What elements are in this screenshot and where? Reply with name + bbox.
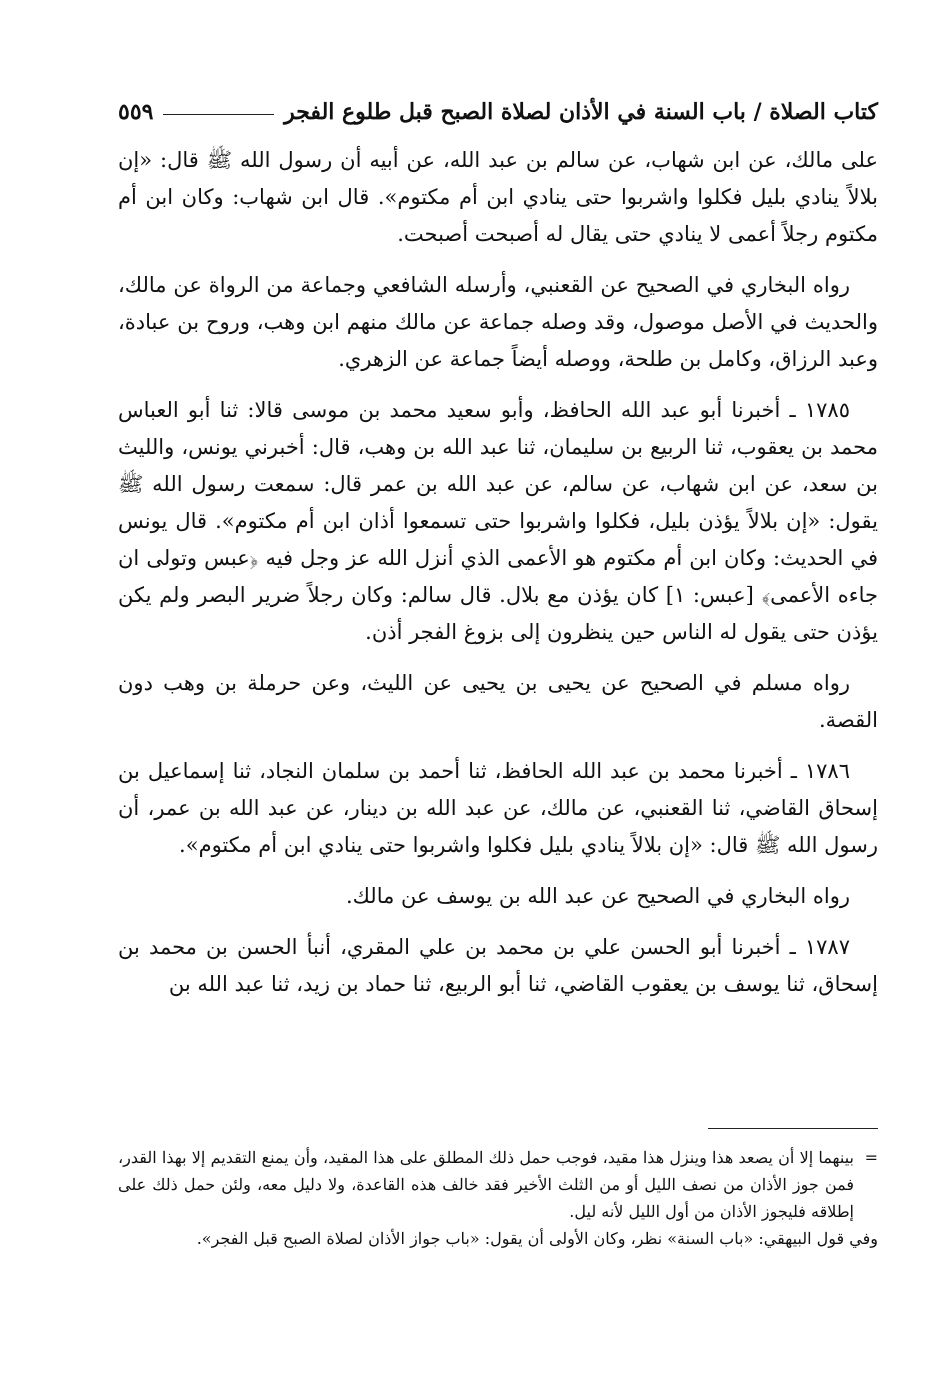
paragraph-4: رواه مسلم في الصحيح عن يحيى بن يحيى عن الليث، وعن حرملة بن وهب دون القصة. — [118, 671, 878, 732]
footnote-continuation — [118, 1144, 878, 1225]
header-rule — [163, 114, 274, 115]
page-number: ٥٥٩ — [118, 99, 154, 125]
hadith-1786: ١٧٨٦ ـ أخبرنا محمد بن عبد الله الحافظ، ثنا أحمد بن سلمان النجاد، ثنا إسماعيل بن إسحاق القاضي، ثنا القعنبي، عن مالك، عن عبد الله بن دينار، عن عبد الله بن عمر، أن رسول الله ﷺ قال: «إن بلالاً ينادي بليل فكلوا واشربوا حتى ينادي ابن أم مكتوم». — [118, 759, 878, 857]
running-header — [118, 92, 878, 132]
footnote-continuation-text: بينهما إلا أن يصعد هذا وينزل هذا مقيد، فوجب حمل ذلك المطلق على هذا المقيد، وأن يمنع التقديم إلا بهذا القدر، فمن جوز الأذان من نصف الليل أو من الثلث الأخير فقد خالف هذه القاعدة، ولا دليل معه، ولئن حمل ذلك على إطلاقه فليجوز الأذان من أول الليل لأنه ليل. — [118, 1148, 855, 1221]
hadith-1785: ١٧٨٥ ـ أخبرنا أبو عبد الله الحافظ، وأبو سعيد محمد بن موسى قالا: ثنا أبو العباس محمد بن يعقوب، ثنا الربيع بن سليمان، ثنا عبد الله بن وهب، قال: أخبرني يونس، والليث بن سعد، عن ابن شهاب، عن سالم، عن عبد الله بن عمر قال: سمعت رسول الله ﷺ يقول: «إن بلالاً يؤذن بليل، فكلوا واشربوا حتى تسمعوا أذان ابن أم مكتوم». قال يونس في الحديث: وكان ابن أم مكتوم هو الأعمى الذي أنزل الله عز وجل فيه ﴿عبس وتولى ان جاءه الأعمى﴾ [عبس: ١] كان يؤذن مع بلال. قال سالم: وكان رجلاً ضرير البصر ولم يكن يؤذن حتى يقول له الناس حين ينظرون إلى بزوغ الفجر أذن. — [118, 398, 878, 644]
chapter-title: كتاب الصلاة / باب السنة في الأذان لصلاة الصبح قبل طلوع الفجر — [284, 99, 878, 125]
footnote-note: وفي قول البيهقي: «باب السنة» نظر، وكان الأولى أن يقول: «باب جواز الأذان لصلاة الصبح قبل الفجر». — [196, 1229, 878, 1248]
footnotes — [118, 1144, 878, 1252]
main-text — [118, 142, 878, 1017]
paragraph-2: رواه البخاري في الصحيح عن القعنبي، وأرسله الشافعي وجماعة من الرواة عن مالك، والحديث في الأصل موصول، وقد وصله جماعة عن مالك منهم ابن وهب، وروح بن عبادة، وعبد الرزاق، وكامل بن طلحة، ووصله أيضاً جماعة عن الزهري. — [118, 273, 878, 371]
paragraph-6: رواه البخاري في الصحيح عن عبد الله بن يوسف عن مالك. — [345, 884, 850, 908]
footnote-separator — [708, 1128, 878, 1129]
hadith-1787: ١٧٨٧ ـ أخبرنا أبو الحسن علي بن محمد بن علي المقري، أنبأ الحسن بن محمد بن إسحاق، ثنا يوسف بن يعقوب القاضي، ثنا أبو الربيع، ثنا حماد بن زيد، ثنا عبد الله بن — [118, 935, 878, 996]
paragraph-1: على مالك، عن ابن شهاب، عن سالم بن عبد الله، عن أبيه أن رسول الله ﷺ قال: «إن بلالاً ينادي بليل فكلوا واشربوا حتى ينادي ابن أم مكتوم». قال ابن شهاب: وكان ابن أم مكتوم رجلاً أعمى لا ينادي حتى يقال له أصبحت أصبحت. — [118, 148, 878, 246]
continuation-mark: = — [864, 1148, 878, 1167]
